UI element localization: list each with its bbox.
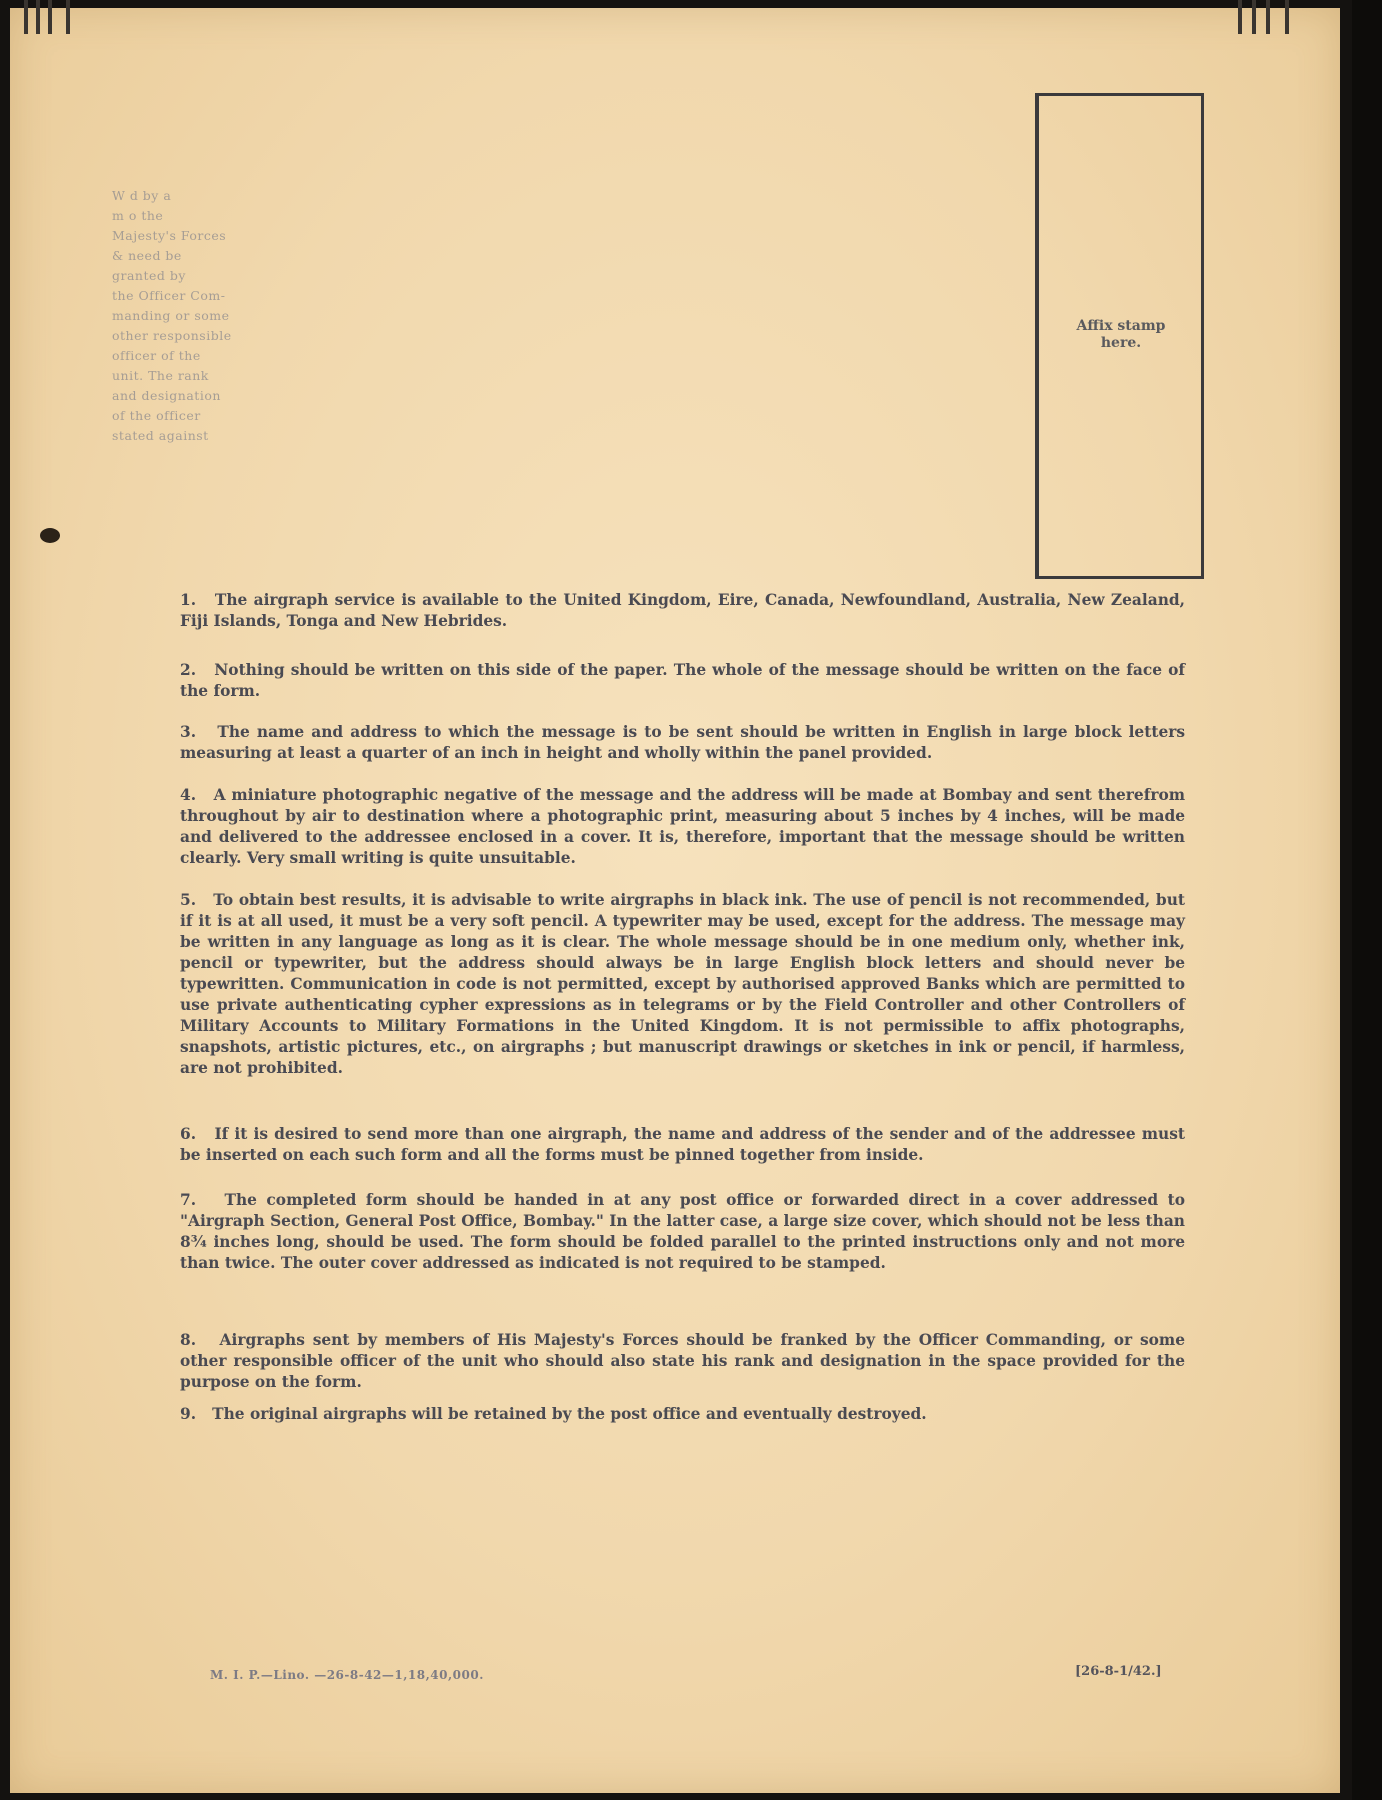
instruction-number: 7.	[180, 1191, 197, 1209]
instruction-number: 5.	[180, 891, 197, 909]
faded-line: and designation	[112, 388, 221, 403]
stamp-label	[1060, 318, 1182, 352]
scan-tick-left-3	[48, 0, 52, 34]
instruction-4	[180, 785, 1185, 869]
instruction-2	[180, 660, 1185, 702]
instruction-number: 4.	[180, 786, 197, 804]
instruction-7	[180, 1190, 1185, 1274]
faded-sidebar-note	[112, 186, 282, 446]
instruction-1	[180, 590, 1185, 632]
faded-line: other responsible	[112, 328, 232, 343]
faded-line: Majesty's Forces	[112, 228, 227, 243]
faded-line: officer of the	[112, 348, 201, 363]
instruction-number: 1.	[180, 591, 197, 609]
instruction-text: Airgraphs sent by members of His Majesty's Forces should be franked by the Officer Commanding, or some other responsible officer of the unit who should also state his rank and designation in the space provided for the purpose on the form.	[180, 1331, 1185, 1391]
instruction-text: Nothing should be written on this side of the paper. The whole of the message should be written on the face of the form.	[180, 661, 1185, 700]
instruction-5	[180, 890, 1185, 1079]
instruction-text: If it is desired to send more than one airgraph, the name and address of the sender and of the addressee must be inserted on each such form and all the forms must be pinned together from inside.	[180, 1125, 1186, 1164]
instruction-text: The original airgraphs will be retained by the post office and eventually destroyed.	[212, 1405, 927, 1423]
faded-line: & need be	[112, 248, 182, 263]
scan-edge	[1352, 0, 1382, 1800]
instruction-8	[180, 1330, 1185, 1393]
scan-tick-right-3	[1266, 0, 1270, 34]
instruction-text: A miniature photographic negative of the message and the address will be made at Bombay and sent therefrom throughout by air to destination where a photographic print, measuring about 5 inches by 4 inches, will be made and delivered to the addressee enclosed in a cover. It is, therefore, important that the message should be written clearly. Very small writing is quite unsuitable.	[180, 786, 1185, 867]
printer-imprint: M. I. P.—Lino. —26-8-42—1,18,40,000.	[210, 1668, 484, 1682]
instruction-3	[180, 722, 1185, 764]
scan-tick-right-1	[1238, 0, 1242, 34]
scan-tick-left-1	[24, 0, 28, 34]
faded-line: stated against	[112, 428, 209, 443]
form-code: [26-8-1/42.]	[1075, 1664, 1162, 1679]
faded-line: of the officer	[112, 408, 201, 423]
scan-tick-left-2	[36, 0, 40, 34]
scan-tick-right-2	[1252, 0, 1256, 34]
stamp-label-line1: Affix stamp	[1076, 318, 1166, 334]
faded-line: granted by	[112, 268, 186, 283]
instruction-number: 3.	[180, 723, 197, 741]
instruction-9	[180, 1404, 1185, 1425]
instruction-text: To obtain best results, it is advisable to write airgraphs in black ink. The use of pencil is not recommended, but if it is at all used, it must be a very soft pencil. A typewriter may be used, except for the address. The message may be written in any language as long as it is clear. The whole message should be in one medium only, whether ink, pencil or typewriter, but the address should always be in large English block letters and should never be typewritten. Communication in code is not permitted, except by authorised approved Banks which are permitted to use private authenticating cypher expressions as in telegrams or by the Field Controller and other Controllers of Military Accounts to Military Formations in the United Kingdom. It is not permissible to affix photographs, snapshots, artistic pictures, etc., on airgraphs ; but manuscript drawings or sketches in ink or pencil, if harmless, are not prohibited.	[180, 891, 1185, 1077]
instruction-text: The airgraph service is available to the United Kingdom, Eire, Canada, Newfoundland, Australia, New Zealand, Fiji Islands, Tonga and New Hebrides.	[180, 591, 1186, 630]
instruction-number: 2.	[180, 661, 197, 679]
instruction-text: The completed form should be handed in at any post office or forwarded direct in a cover addressed to "Airgraph Section, General Post Office, Bombay." In the latter case, a large size cover, which should not be less than 8¾ inches long, should be used. The form should be folded parallel to the printed instructions only and not more than twice. The outer cover addressed as indicated is not required to be stamped.	[180, 1191, 1186, 1272]
faded-line: the Officer Com-	[112, 288, 226, 303]
faded-line: m o the	[112, 208, 164, 223]
instruction-number: 6.	[180, 1125, 197, 1143]
faded-line: W d by a	[112, 188, 172, 203]
faded-line: manding or some	[112, 308, 230, 323]
ink-blot	[40, 528, 60, 543]
faded-line: unit. The rank	[112, 368, 209, 383]
scan-tick-left-4	[66, 0, 70, 34]
instruction-6	[180, 1124, 1185, 1166]
instruction-number: 8.	[180, 1331, 197, 1349]
instruction-number: 9.	[180, 1405, 197, 1423]
instruction-text: The name and address to which the message is to be sent should be written in English in large block letters measuring at least a quarter of an inch in height and wholly within the panel provided.	[180, 723, 1186, 762]
stamp-label-line2: here.	[1100, 335, 1142, 351]
scan-tick-right-4	[1285, 0, 1289, 34]
